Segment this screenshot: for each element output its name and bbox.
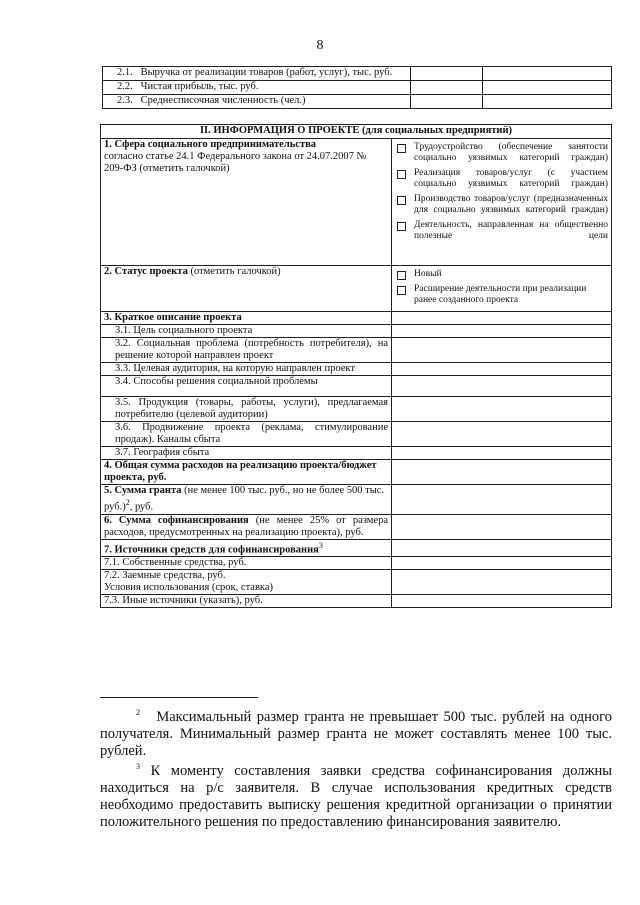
row-label: 2.3. Среднесписочная численность (чел.) bbox=[103, 95, 411, 109]
checkbox[interactable] bbox=[397, 144, 406, 153]
footnote-separator bbox=[100, 697, 258, 698]
option-employment[interactable]: Трудоустройство (обеспечение занятости социально уязвимых категорий граждан) bbox=[395, 142, 608, 164]
value-cell[interactable] bbox=[392, 539, 612, 557]
option-new[interactable]: Новый bbox=[395, 269, 608, 280]
project-info-table bbox=[100, 124, 612, 608]
footnote-2: $^2$ Максимальный размер гранта не превышает 500 тыс. рублей на одного получателя. Минимальный размер гранта не может составлять менее 100 тыс. рублей. bbox=[100, 708, 612, 759]
value-cell[interactable] bbox=[483, 67, 612, 81]
value-cell[interactable] bbox=[392, 570, 612, 595]
footnote-3: $^3$ К моменту составления заявки средства софинансирования должны находиться на р/с заявителя. В случае использования кредитных средств необходимо предоставить выписку решения кредитной организации о принятии положительного решения по предоставлению финансирования заявителю. bbox=[100, 762, 613, 830]
source-row: 7.2. Заемные средства, руб. Условия использования (срок, ставка) bbox=[101, 570, 392, 595]
value-cell[interactable] bbox=[392, 312, 612, 325]
value-cell[interactable] bbox=[392, 595, 612, 608]
desc-row: 3.5. Продукция (товары, работы, услуги), предлагаемая потребителю (целевой аудитории) bbox=[101, 397, 392, 422]
value-cell[interactable] bbox=[392, 376, 612, 397]
status-label: 2. Статус проекта (отметить галочкой) bbox=[101, 266, 392, 312]
value-cell[interactable] bbox=[483, 81, 612, 95]
source-row: 7.3. Иные источники (указать), руб. bbox=[101, 595, 392, 608]
checkbox[interactable] bbox=[397, 222, 406, 231]
value-cell[interactable] bbox=[392, 485, 612, 515]
value-cell[interactable] bbox=[411, 67, 483, 81]
value-cell[interactable] bbox=[392, 514, 612, 539]
desc-row: 3.2. Социальная проблема (потребность потребителя), на решение которой направлен проект bbox=[101, 338, 392, 363]
table-row bbox=[103, 67, 612, 81]
value-cell[interactable] bbox=[392, 557, 612, 570]
value-cell[interactable] bbox=[411, 81, 483, 95]
financial-indicators-table bbox=[102, 66, 612, 109]
value-cell[interactable] bbox=[392, 422, 612, 447]
page-number: 8 bbox=[316, 38, 324, 53]
section-title: II. ИНФОРМАЦИЯ О ПРОЕКТЕ (для социальных предприятий) bbox=[101, 125, 612, 139]
cofinancing-label: 6. Сумма софинансирования (не менее 25% от размера расходов, предусмотренных на реализацию проекта), руб. bbox=[101, 514, 392, 539]
value-cell[interactable] bbox=[392, 325, 612, 338]
option-public-benefit[interactable]: Деятельность, направленная на общественно полезные цели bbox=[395, 220, 608, 242]
option-production[interactable]: Производство товаров/услуг (предназначенных для социально уязвимых категорий граждан) bbox=[395, 194, 608, 216]
option-sales[interactable]: Реализация товаров/услуг (с участием социально уязвимых категорий граждан) bbox=[395, 168, 608, 190]
value-cell[interactable] bbox=[392, 460, 612, 485]
checkbox[interactable] bbox=[397, 170, 406, 179]
desc-row: 3.1. Цель социального проекта bbox=[101, 325, 392, 338]
desc-title: 3. Краткое описание проекта bbox=[101, 312, 392, 325]
row-label: 2.2. Чистая прибыль, тыс. руб. bbox=[103, 81, 411, 95]
sphere-label: 1. Сфера социального предпринимательства согласно статье 24.1 Федерального закона от 24.07.2007 № 209-ФЗ (отметить галочкой) bbox=[101, 139, 392, 266]
option-expansion[interactable]: Расширение деятельности при реализации ранее созданного проекта bbox=[395, 284, 608, 306]
value-cell[interactable] bbox=[392, 397, 612, 422]
table-row bbox=[103, 81, 612, 95]
sources-label: 7. Источники средств для софинансирования$^3$ bbox=[101, 539, 392, 557]
source-row: 7.1. Собственные средства, руб. bbox=[101, 557, 392, 570]
value-cell[interactable] bbox=[483, 95, 612, 109]
checkbox[interactable] bbox=[397, 196, 406, 205]
value-cell[interactable] bbox=[392, 447, 612, 460]
checkbox[interactable] bbox=[397, 286, 406, 295]
table-row bbox=[103, 95, 612, 109]
checkbox[interactable] bbox=[397, 271, 406, 280]
status-options bbox=[392, 266, 612, 312]
desc-row: 3.7. География сбыта bbox=[101, 447, 392, 460]
desc-row: 3.4. Способы решения социальной проблемы bbox=[101, 376, 392, 397]
grant-label: 5. Сумма гранта (не менее 100 тыс. руб., но не более 500 тыс. руб.)$^2$, руб. bbox=[101, 485, 392, 515]
desc-row: 3.3. Целевая аудитория, на которую направлен проект bbox=[101, 363, 392, 376]
value-cell[interactable] bbox=[392, 338, 612, 363]
desc-row: 3.6. Продвижение проекта (реклама, стимулирование продаж). Каналы сбыта bbox=[101, 422, 392, 447]
row-label: 2.1. Выручка от реализации товаров (работ, услуг), тыс. руб. bbox=[103, 67, 411, 81]
value-cell[interactable] bbox=[392, 363, 612, 376]
value-cell[interactable] bbox=[411, 95, 483, 109]
sphere-options bbox=[392, 139, 612, 266]
total-costs-label: 4. Общая сумма расходов на реализацию проекта/бюджет проекта, руб. bbox=[101, 460, 392, 485]
